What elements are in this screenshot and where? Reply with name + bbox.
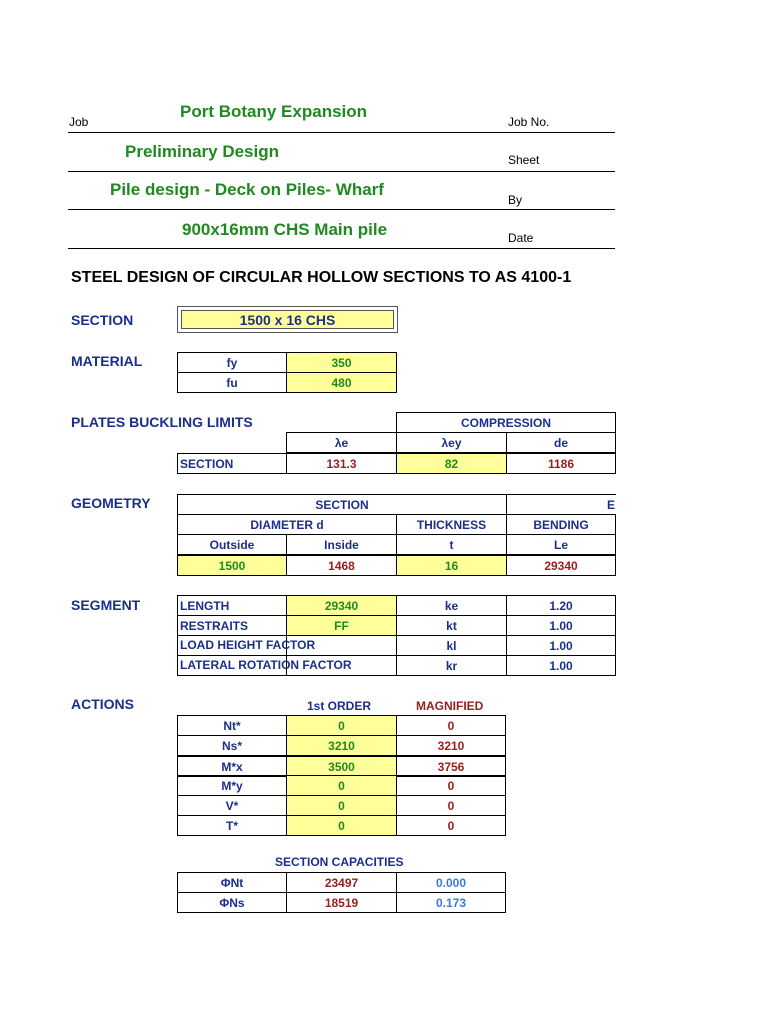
action-ns-first[interactable]: 3210 [286, 735, 397, 756]
action-mx-first[interactable]: 3500 [286, 756, 397, 777]
lambda-ey-header: λey [396, 432, 507, 453]
main-title: STEEL DESIGN OF CIRCULAR HOLLOW SECTIONS TO AS 4100-1 [71, 269, 572, 286]
action-mx-label: M*x [177, 756, 287, 777]
segment-length-value[interactable]: 29340 [286, 595, 397, 616]
geometry-section-header: SECTION [177, 494, 507, 515]
job-no-label: Job No. [508, 115, 550, 129]
action-t-first[interactable]: 0 [286, 815, 397, 836]
preliminary-design-title: Preliminary Design [125, 142, 280, 161]
header-divider-1 [68, 132, 615, 133]
action-nt-label: Nt* [177, 715, 287, 736]
le-value: 29340 [506, 555, 616, 576]
actions-label: ACTIONS [71, 696, 134, 712]
job-label: Job [69, 115, 89, 129]
le-header: Le [506, 534, 616, 555]
date-label: Date [508, 231, 534, 245]
section-capacities-header: SECTION CAPACITIES [275, 855, 404, 869]
bending-header: BENDING [506, 514, 616, 535]
header-divider-4 [68, 248, 615, 249]
action-ns-magnified: 3210 [396, 735, 506, 756]
by-label: By [508, 193, 523, 207]
action-v-magnified: 0 [396, 795, 506, 816]
action-nt-first[interactable]: 0 [286, 715, 397, 736]
action-t-magnified: 0 [396, 815, 506, 836]
pile-design-title: Pile design - Deck on Piles- Wharf [110, 180, 384, 199]
main-pile-title: 900x16mm CHS Main pile [182, 220, 388, 239]
header-divider-2 [68, 171, 615, 172]
action-my-magnified: 0 [396, 775, 506, 796]
phi-nt-ratio: 0.000 [396, 872, 506, 893]
section-label: SECTION [71, 312, 134, 328]
lambda-ey-value[interactable]: 82 [396, 453, 507, 474]
compression-header: COMPRESSION [396, 412, 616, 433]
segment-restraints-label: RESTRAITS [177, 615, 287, 636]
action-v-label: V* [177, 795, 287, 816]
kt-value: 1.00 [506, 615, 616, 636]
thickness-value[interactable]: 16 [396, 555, 507, 576]
phi-nt-label: ΦNt [177, 872, 287, 893]
outside-header: Outside [177, 534, 287, 555]
lateral-rotation-factor-label: LATERAL ROTATION FACTOR [180, 658, 352, 672]
material-fu-value[interactable]: 480 [286, 372, 397, 393]
action-my-label: M*y [177, 775, 287, 796]
plates-section-row-label: SECTION [177, 453, 287, 474]
action-v-first[interactable]: 0 [286, 795, 397, 816]
job-title: Port Botany Expansion [180, 102, 368, 121]
ke-label: ke [396, 595, 507, 616]
inside-header: Inside [286, 534, 397, 555]
plates-buckling-label: PLATES BUCKLING LIMITS [71, 414, 253, 430]
lambda-e-value: 131.3 [286, 453, 397, 474]
kr-value: 1.00 [506, 655, 616, 676]
segment-restraints-value[interactable]: FF [286, 615, 397, 636]
action-nt-magnified: 0 [396, 715, 506, 736]
section-value: 1500 x 16 CHS [181, 310, 394, 329]
phi-ns-ratio: 0.173 [396, 892, 506, 913]
material-fy-value[interactable]: 350 [286, 352, 397, 373]
action-mx-magnified: 3756 [396, 756, 506, 777]
sheet-label: Sheet [508, 153, 540, 167]
kl-value: 1.00 [506, 635, 616, 656]
inside-diameter-value: 1468 [286, 555, 397, 576]
phi-ns-value: 18519 [286, 892, 397, 913]
geometry-second-group-header: E [506, 494, 616, 515]
outside-diameter-value[interactable]: 1500 [177, 555, 287, 576]
kt-label: kt [396, 615, 507, 636]
material-fu-label: fu [177, 372, 287, 393]
phi-ns-label: ΦNs [177, 892, 287, 913]
load-height-factor-label: LOAD HEIGHT FACTOR [180, 638, 316, 652]
lambda-e-header: λe [286, 432, 397, 453]
kl-label: kl [396, 635, 507, 656]
kr-label: kr [396, 655, 507, 676]
header-divider-3 [68, 209, 615, 210]
material-fy-label: fy [177, 352, 287, 373]
geometry-label: GEOMETRY [71, 495, 151, 511]
segment-length-label: LENGTH [177, 595, 287, 616]
phi-nt-value: 23497 [286, 872, 397, 893]
material-label: MATERIAL [71, 353, 143, 369]
segment-label: SEGMENT [71, 597, 141, 613]
ke-value: 1.20 [506, 595, 616, 616]
diameter-header: DIAMETER d [177, 514, 397, 535]
magnified-header: MAGNIFIED [416, 699, 484, 713]
action-my-first[interactable]: 0 [286, 775, 397, 796]
thickness-header: THICKNESS [396, 514, 507, 535]
action-t-label: T* [177, 815, 287, 836]
t-header: t [396, 534, 507, 555]
action-ns-label: Ns* [177, 735, 287, 756]
de-value: 1186 [506, 453, 616, 474]
de-header: de [506, 432, 616, 453]
first-order-header: 1st ORDER [307, 699, 372, 713]
section-select[interactable] [177, 306, 398, 333]
